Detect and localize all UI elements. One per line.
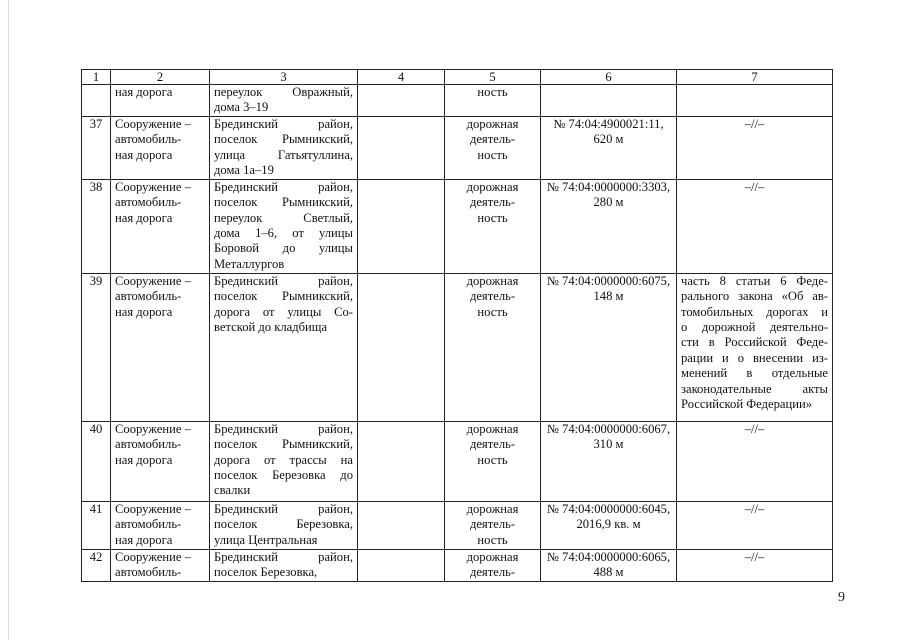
legal-basis-line: рации и о внесении из- (681, 350, 828, 365)
table-row (82, 421, 833, 501)
legal-basis-line: –//– (744, 549, 765, 564)
object-name-line: Сооружение – (115, 116, 191, 131)
object-name (111, 179, 210, 273)
cadastral-number-line: № 74:04:4900021:11, (553, 116, 664, 131)
object-name-line: автомобиль- (115, 289, 182, 304)
object-address-line: переулок Овражный, (214, 85, 353, 99)
legal-basis-line: Российской Федерации» (681, 397, 812, 412)
object-address-line: поселок Рымникский, (214, 132, 353, 147)
header-cell-6: 6 (541, 70, 677, 85)
row-number (82, 85, 111, 117)
cadastral-number (541, 549, 677, 581)
cadastral-number-line: № 74:04:0000000:6075, (546, 273, 671, 288)
object-address-line: улица Гатьятуллина, (214, 147, 353, 162)
activity-type-line: деятель- (469, 437, 516, 452)
column-4-cell (358, 116, 445, 179)
cadastral-number-line: № 74:04:0000000:6065, (546, 549, 671, 564)
object-name-line: автомобиль- (115, 517, 182, 532)
object-address (210, 549, 358, 581)
legal-basis-line: часть 8 статьи 6 Феде- (681, 273, 828, 288)
row-number: 40 (82, 421, 111, 501)
column-4-cell (358, 549, 445, 581)
object-name (111, 85, 210, 117)
object-name-line: ная дорога (115, 147, 173, 162)
activity-type-line: дорожная (466, 421, 519, 436)
header-cell-3: 3 (210, 70, 358, 85)
cadastral-number (541, 273, 677, 421)
row-number: 42 (82, 549, 111, 581)
cadastral-number (541, 421, 677, 501)
object-name (111, 273, 210, 421)
legal-basis-line: –//– (744, 116, 765, 131)
legal-basis (677, 85, 833, 117)
activity-type-line: ность (477, 304, 508, 319)
activity-type-line: ность (477, 147, 508, 162)
legal-basis (677, 549, 833, 581)
object-address-line: Металлургов (214, 256, 285, 271)
legal-basis-line: законодательные акты (681, 381, 828, 396)
cadastral-number-line: 280 м (593, 195, 624, 210)
object-address-line: поселок Березовка, (214, 517, 353, 532)
cadastral-number-line: № 74:04:0000000:6045, (546, 501, 671, 516)
activity-type (445, 421, 541, 501)
legal-basis-line: рального закона «Об ав- (681, 289, 828, 304)
object-name-line: ная дорога (115, 452, 173, 467)
object-name-line: Сооружение – (115, 179, 191, 194)
object-address-line: переулок Светлый, (214, 210, 353, 225)
activity-type (445, 273, 541, 421)
row-number: 39 (82, 273, 111, 421)
legal-basis-line: менений в отдельные (681, 366, 828, 381)
activity-type (445, 501, 541, 549)
legal-basis-line: –//– (744, 179, 765, 194)
legal-basis-line: томобильных дорогах и (681, 304, 828, 319)
object-address-line: поселок Рымникский, (214, 437, 353, 452)
table-row (82, 179, 833, 273)
object-address-line: дома 3–19 (214, 100, 269, 115)
activity-type-line: деятель- (469, 289, 516, 304)
object-address (210, 179, 358, 273)
table-row (82, 116, 833, 179)
legal-basis-line: о дорожной деятельно- (681, 320, 828, 335)
object-address-line: Брединский район, (214, 116, 353, 131)
legal-basis (677, 116, 833, 179)
activity-type (445, 549, 541, 581)
activity-type-line: ность (477, 532, 508, 547)
row-number: 37 (82, 116, 111, 179)
object-address-line: Брединский район, (214, 549, 353, 564)
row-number: 41 (82, 501, 111, 549)
cadastral-number (541, 116, 677, 179)
object-address-line: дома 1а–19 (214, 163, 274, 178)
page-number: 9 (838, 590, 845, 605)
object-address-line: поселок Березовка, (214, 565, 318, 580)
object-address (210, 116, 358, 179)
object-name-line: ная дорога (115, 304, 173, 319)
object-address-line: улица Центральная (214, 532, 318, 547)
table-row (82, 85, 833, 117)
activity-type-line: дорожная (466, 273, 519, 288)
object-name-line: автомобиль- (115, 195, 182, 210)
column-4-cell (358, 179, 445, 273)
header-row (82, 70, 833, 85)
activity-type-line: ность (477, 452, 508, 467)
object-name-line: ная дорога (115, 85, 173, 99)
object-address (210, 273, 358, 421)
activity-type-line: деятель- (469, 565, 516, 580)
object-name-line: Сооружение – (115, 273, 191, 288)
column-4-cell (358, 421, 445, 501)
cadastral-number-line: 620 м (593, 132, 624, 147)
object-address-line: дорога от трассы на (214, 452, 353, 467)
activity-type-line: дорожная (466, 549, 519, 564)
row-number: 38 (82, 179, 111, 273)
object-name-line: Сооружение – (115, 549, 191, 564)
activity-type-line: ность (477, 210, 508, 225)
activity-type-line: дорожная (466, 501, 519, 516)
object-address-line: свалки (214, 483, 251, 498)
cadastral-number-line: 2016,9 кв. м (576, 517, 641, 532)
object-name-line: ная дорога (115, 532, 173, 547)
activity-type (445, 116, 541, 179)
cadastral-number-line: 148 м (593, 289, 624, 304)
header-cell-4: 4 (358, 70, 445, 85)
cadastral-number (541, 85, 677, 117)
object-address (210, 85, 358, 117)
object-name (111, 421, 210, 501)
activity-type-line: деятель- (469, 517, 516, 532)
object-name-line: Сооружение – (115, 501, 191, 516)
object-address-line: дорога от улицы Со- (214, 304, 353, 319)
header-cell-2: 2 (111, 70, 210, 85)
header-cell-1: 1 (82, 70, 111, 85)
activity-type (445, 85, 541, 117)
object-address-line: Боровой до улицы (214, 241, 353, 256)
register-table (81, 69, 833, 582)
legal-basis (677, 179, 833, 273)
activity-type (445, 179, 541, 273)
activity-type-line: деятель- (469, 195, 516, 210)
object-name (111, 116, 210, 179)
activity-type-line: дорожная (466, 179, 519, 194)
object-address-line: Брединский район, (214, 273, 353, 288)
object-address (210, 501, 358, 549)
cadastral-number (541, 179, 677, 273)
cadastral-number-line: № 74:04:0000000:3303, (546, 179, 671, 194)
legal-basis (677, 421, 833, 501)
column-4-cell (358, 85, 445, 117)
cadastral-number (541, 501, 677, 549)
object-address-line: ветской до кладбища (214, 320, 328, 335)
object-address-line: поселок Рымникский, (214, 195, 353, 210)
column-4-cell (358, 501, 445, 549)
cadastral-number-line: № 74:04:0000000:6067, (546, 421, 671, 436)
activity-type-line: деятель- (469, 132, 516, 147)
legal-basis-line: –//– (744, 421, 765, 436)
legal-basis-line: –//– (744, 501, 765, 516)
activity-type-line: дорожная (466, 116, 519, 131)
object-address-line: поселок Березовка до (214, 468, 353, 483)
legal-basis (677, 501, 833, 549)
object-address-line: поселок Рымникский, (214, 289, 353, 304)
table-row (82, 549, 833, 581)
table-row (82, 501, 833, 549)
object-address-line: Брединский район, (214, 421, 353, 436)
object-name-line: автомобиль- (115, 132, 182, 147)
object-name-line: автомобиль- (115, 565, 182, 580)
table-row (82, 273, 833, 421)
object-name-line: Сооружение – (115, 421, 191, 436)
cadastral-number-line: 488 м (593, 565, 624, 580)
cadastral-number-line: 310 м (593, 437, 624, 452)
legal-basis-line: сти в Российской Феде- (681, 335, 828, 350)
object-address-line: Брединский район, (214, 179, 353, 194)
header-cell-5: 5 (445, 70, 541, 85)
object-address (210, 421, 358, 501)
page-edge-line (8, 0, 9, 640)
column-4-cell (358, 273, 445, 421)
object-name-line: автомобиль- (115, 437, 182, 452)
object-address-line: Брединский район, (214, 501, 353, 516)
header-cell-7: 7 (677, 70, 833, 85)
object-name (111, 501, 210, 549)
object-address-line: дома 1–6, от улицы (214, 226, 353, 241)
activity-type-line: ность (477, 85, 508, 99)
legal-basis (677, 273, 833, 421)
object-name-line: ная дорога (115, 210, 173, 225)
object-name (111, 549, 210, 581)
